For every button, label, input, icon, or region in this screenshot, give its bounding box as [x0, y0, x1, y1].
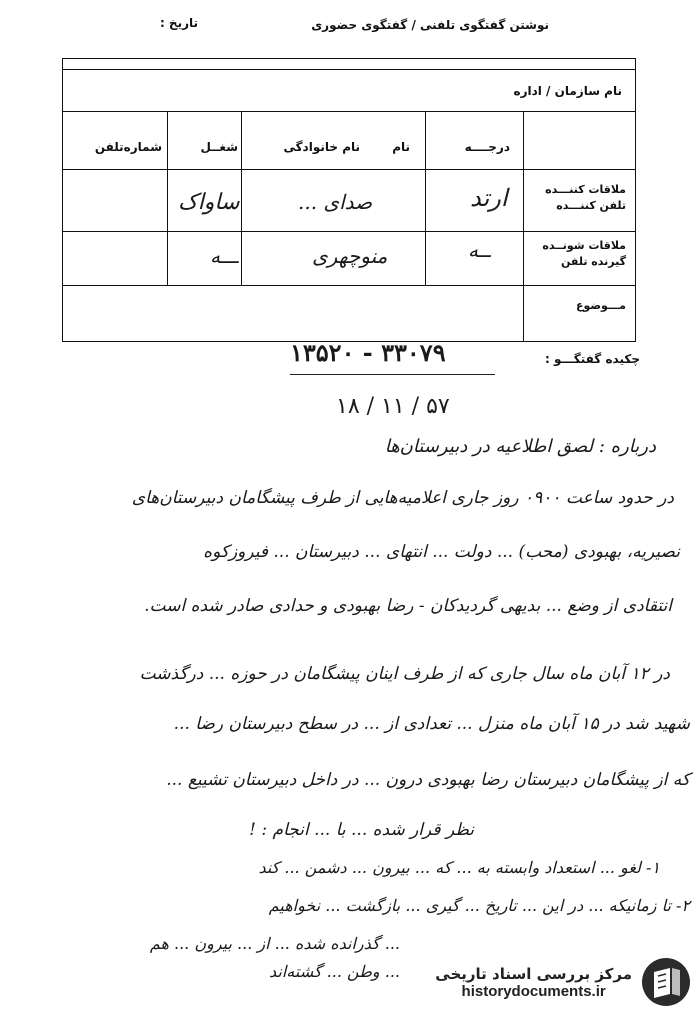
body-line-2: در حدود ساعت ۰۹۰۰ روز جاری اعلامیه‌هایی از طرف پیشگامان دبیرستان‌های	[131, 488, 674, 508]
col-divider-rank	[425, 111, 426, 286]
col-job-header: شغــل	[200, 140, 238, 154]
caller-family-value: صدای ...	[298, 190, 373, 214]
caller-label	[526, 182, 626, 214]
receiver-label	[526, 238, 626, 270]
col-name-header: نام	[392, 140, 410, 154]
caller-row-rule	[63, 231, 635, 232]
col-rank-header: درجــــه	[464, 140, 510, 154]
watermark	[417, 951, 692, 1013]
body-line-12: ... وطن ... گشته‌اند	[268, 962, 400, 981]
col-divider-job	[167, 111, 168, 286]
caller-label-line-2: تلفن کننـــده	[556, 199, 626, 212]
summary-number: ۱۳۵۲۰ - ۳۳۰۷۹	[290, 338, 446, 367]
inner-top-rule	[63, 69, 635, 70]
org-row-rule	[63, 111, 635, 112]
archive-logo-icon	[640, 956, 692, 1008]
body-line-6: شهید شد در ۱۵ آبان ماه منزل ... تعدادی از ... در سطح دبیرستان رضا ...	[173, 714, 690, 734]
col-phone-header: شماره‌تلفن	[94, 140, 162, 154]
body-line-8: نظر قرار شده ... با ... انجام : !	[249, 820, 474, 840]
watermark-text	[435, 965, 632, 1000]
col-family-header: نام خانوادگی	[283, 140, 360, 154]
caller-rank-value: ارتد	[470, 184, 508, 212]
summary-underline	[290, 374, 495, 375]
date-label: تاریخ :	[159, 16, 198, 30]
receiver-label-line-1: ملاقات شونــده	[542, 239, 626, 252]
body-line-5: در ۱۲ آبان ماه سال جاری که از طرف اینان پیشگامان در حوزه ... درگذشت	[139, 664, 670, 684]
col-divider-label	[523, 111, 524, 341]
body-line-3: نصیریه، بهبودی (محب) ... دولت ... انتهای ... دبیرستان ... فیروزکوه	[203, 542, 680, 562]
col-divider-family	[241, 111, 242, 286]
summary-label: چکیده گفتگـــو :	[544, 352, 640, 366]
receiver-rank-value: ــه	[468, 238, 491, 262]
body-line-7: که از پیشگامان دبیرستان رضا بهبودی درون ... در داخل دبیرستان تشییع ...	[166, 770, 690, 790]
body-line-4: انتقادی از وضع ... بدیهی گردیدکان - رضا بهبودی و حدادی صادر شده است.	[144, 596, 672, 616]
header-row-rule	[63, 169, 635, 170]
receiver-job-value: ـــه	[210, 244, 239, 268]
caller-label-line-1: ملاقات کننـــده	[545, 183, 626, 196]
receiver-family-value: منوچهری	[312, 244, 388, 268]
summary-date: ۱۸ / ۱۱ / ۵۷	[336, 394, 450, 419]
body-line-10: ۲- تا زمانیکه ... در این ... تاریخ ... گیری ... بازگشت ... نخواهیم	[268, 896, 690, 915]
body-line-1: درباره : لصق اطلاعیه در دبیرستان‌ها	[384, 436, 656, 457]
org-label: نام سازمان / اداره	[513, 84, 622, 98]
caller-job-value: ساواک	[178, 190, 240, 215]
subject-label: مـــوضوع	[575, 299, 626, 312]
receiver-label-line-2: گیرنده تلفن	[561, 255, 626, 268]
form-type-title: نوشتن گفتگوی تلفنی / گفتگوی حضوری	[311, 18, 549, 32]
body-line-11: ... گذرانده شده ... از ... بیرون ... هم	[149, 934, 400, 953]
body-line-9: ۱- لغو ... استعداد وابسته به ... که ... بیرون ... دشمن ... کند	[258, 858, 660, 877]
watermark-url: historydocuments.ir	[461, 982, 606, 1000]
receiver-row-rule	[63, 285, 635, 286]
watermark-name: مرکز بررسی اسناد تاریخی	[435, 964, 632, 983]
